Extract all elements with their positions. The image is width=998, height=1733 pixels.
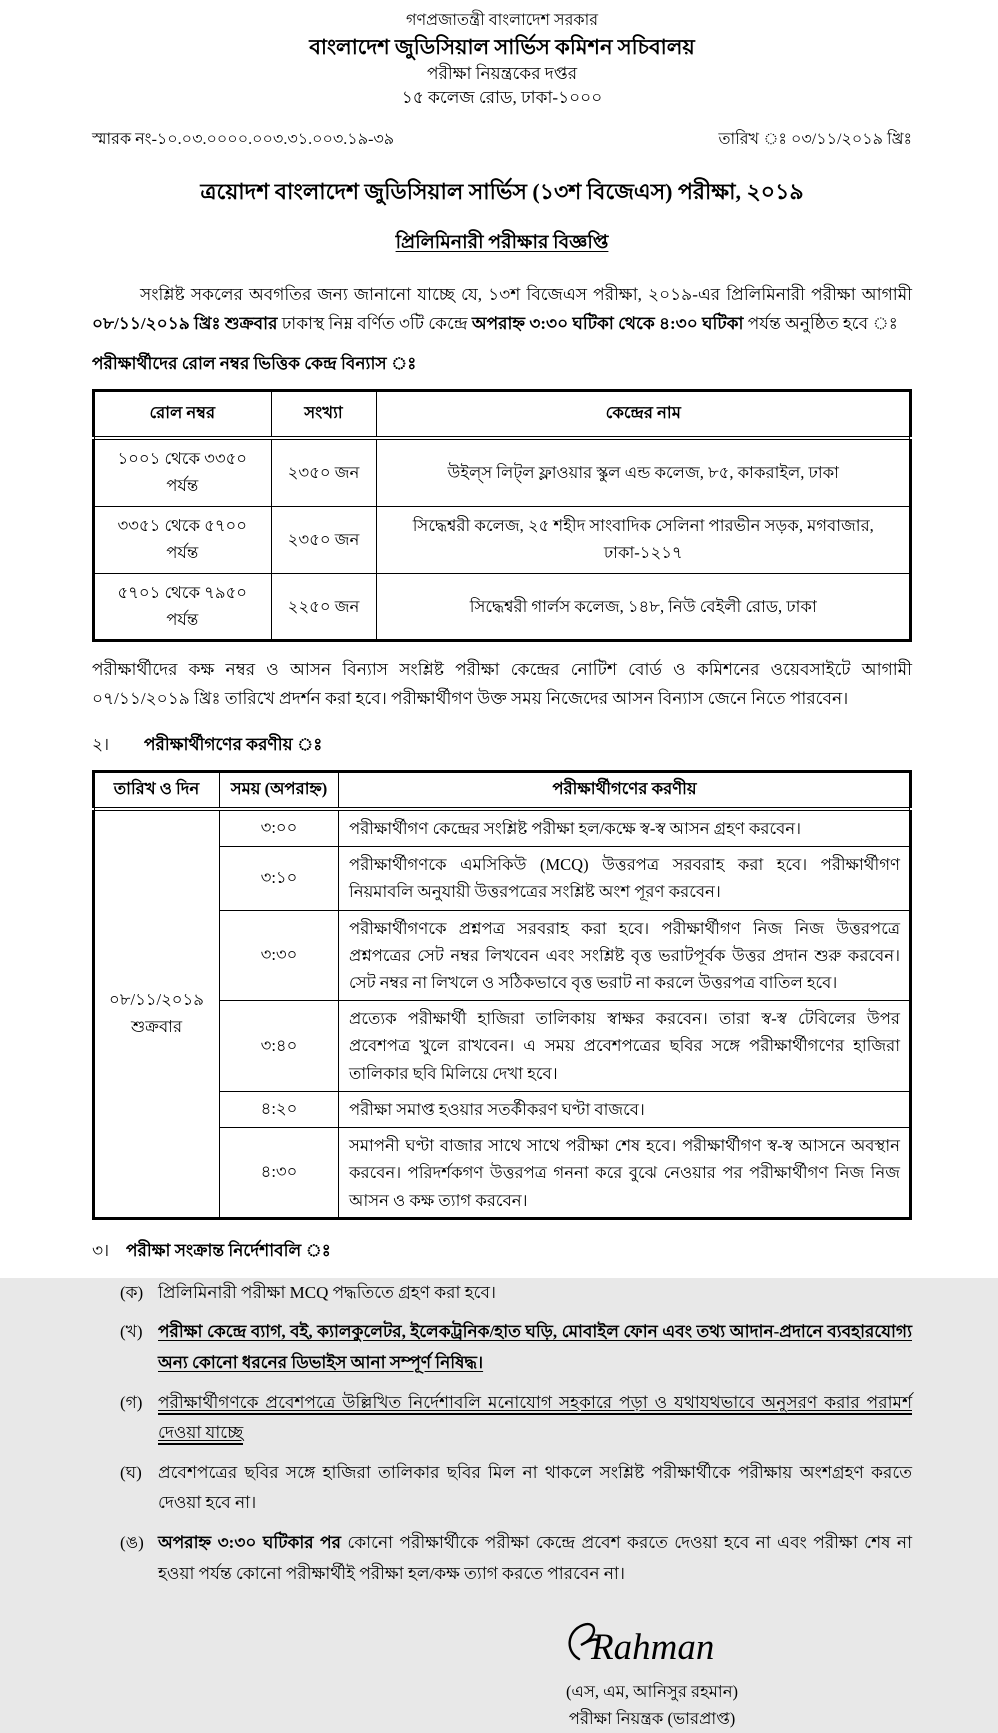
- table-row: [93, 507, 911, 574]
- svg-text:Rahman: Rahman: [591, 1627, 715, 1669]
- center-name: সিদ্ধেশ্বরী গার্লস কলেজ, ১৪৮, নিউ বেইলী রোড, ঢাকা: [376, 574, 911, 642]
- signatory-name: (এস, এম, আনিসুর রহমান): [565, 1682, 739, 1702]
- candidate-count: ২৩৫০ জন: [271, 507, 376, 574]
- schedule-time: ৩:৩০: [220, 910, 339, 1001]
- section3-label: পরীক্ষা সংক্রান্ত নির্দেশাবলি ঃ: [126, 1240, 331, 1260]
- item-marker: (খ): [120, 1322, 143, 1342]
- section2-label: পরীক্ষার্থীগণের করণীয় ঃ: [144, 734, 323, 754]
- col-header-date: তারিখ ও দিন: [93, 771, 220, 809]
- schedule-time: ৩:০০: [220, 809, 339, 847]
- schedule-time: ৪:৩০: [220, 1128, 339, 1219]
- section3-number: ৩।: [92, 1240, 110, 1260]
- schedule-action: পরীক্ষার্থীগণ কেন্দ্রের সংশ্লিষ্ট পরীক্ষা হল/কক্ষে স্ব-স্ব আসন গ্রহণ করবেন।: [339, 809, 912, 847]
- table-row: [93, 574, 911, 642]
- roll-center-section-label: পরীক্ষার্থীদের রোল নম্বর ভিত্তিক কেন্দ্র বিন্যাস ঃ: [92, 354, 417, 374]
- section2-number: ২।: [92, 734, 110, 754]
- department-name: পরীক্ষা নিয়ন্ত্রকের দপ্তর: [426, 64, 578, 84]
- memo-number: স্মারক নং-১০.০৩.০০০০.০০৩.৩১.০০৩.১৯-৩৯: [92, 130, 395, 148]
- item-marker: (ঘ): [120, 1462, 142, 1482]
- intro-paragraph: [92, 280, 912, 340]
- instruction-text: প্রবেশপত্রের ছবির সঙ্গে হাজিরা তালিকার ছবির মিল না থাকলে সংশ্লিষ্ট পরীক্ষার্থীকে পরীক্ষায় অংশগ্রহণ করতে দেওয়া হবে না।: [158, 1462, 912, 1513]
- letterhead: [92, 10, 912, 110]
- candidate-count: ২৩৫০ জন: [271, 438, 376, 507]
- signature-image: [502, 1615, 802, 1673]
- signature-block: [502, 1615, 802, 1733]
- instruction-text: পরীক্ষা কেন্দ্রে ব্যাগ, বই, ক্যালকুলেটর, ইলেকট্রনিক/হাত ঘড়ি, মোবাইল ফোন এবং তথ্য আদান-প্রদানে ব্যবহারযোগ্য অন্য কোনো ধরনের ডিভাইস আনা সম্পূর্ণ নিষিদ্ধ।: [158, 1322, 912, 1372]
- schedule-time: ৩:১০: [220, 847, 339, 910]
- col-header-center: কেন্দ্রের নাম: [376, 390, 911, 438]
- instruction-list: [92, 1278, 912, 1589]
- table-row: [93, 438, 911, 507]
- exam-date-cell: [93, 809, 220, 1219]
- list-item: [120, 1528, 912, 1589]
- intro-seg1: সংশ্লিষ্ট সকলের অবগতির জন্য জানানো যাচ্ছে যে, ১৩শ বিজেএস পরীক্ষা, ২০১৯-এর প্রিলিমিনারী পরীক্ষা আগামী: [140, 284, 912, 304]
- exam-date-line2: শুক্রবার: [130, 1017, 183, 1037]
- center-allocation-table: [92, 389, 912, 642]
- table-row: [93, 809, 911, 847]
- signatory-title: পরীক্ষা নিয়ন্ত্রক (ভারপ্রাপ্ত): [568, 1709, 736, 1729]
- item-marker: (ঙ): [120, 1532, 144, 1552]
- document-title: ত্রয়োদশ বাংলাদেশ জুডিসিয়াল সার্ভিস (১৩শ বিজেএস) পরীক্ষা, ২০১৯: [200, 178, 804, 204]
- instruction-text: পরীক্ষার্থীগণকে প্রবেশপত্রে উল্লিখিত নির্দেশাবলি মনোযোগ সহকারে পড়া ও যথাযথভাবে অনুসরণ করার পরামর্শ দেওয়া যাচ্ছে: [158, 1388, 912, 1449]
- roll-range: ৩৩৫১ থেকে ৫৭০০ পর্যন্ত: [93, 507, 271, 574]
- col-header-roll: রোল নম্বর: [93, 390, 271, 438]
- list-item: [120, 1388, 912, 1449]
- instruction-text: অপরাহ্ন ৩:৩০ ঘটিকার পর কোনো পরীক্ষার্থীকে পরীক্ষা কেন্দ্রে প্রবেশ করতে দেওয়া হবে না এবং পরীক্ষা শেষ না হওয়া পর্যন্ত কোনো পরীক্ষার্থীই পরীক্ষা হল/কক্ষ ত্যাগ করতে পারবেন না।: [158, 1532, 912, 1583]
- seat-layout-note: পরীক্ষার্থীদের কক্ষ নম্বর ও আসন বিন্যাস সংশ্লিষ্ট পরীক্ষা কেন্দ্রের নোটিশ বোর্ড ও কমিশনের ওয়েবসাইটে আগামী ০৭/১১/২০১৯ খ্রিঃ তারিখে প্রদর্শন করা হবে। পরীক্ষার্থীগণ উক্ত সময় নিজেদের আসন বিন্যাস জেনে নিতে পারবেন।: [92, 660, 912, 709]
- item-marker: (গ): [120, 1392, 143, 1412]
- schedule-action: সমাপনী ঘণ্টা বাজার সাথে সাথে পরীক্ষা শেষ হবে। পরীক্ষার্থীগণ স্ব-স্ব আসনে অবস্থান করবেন। পরিদর্শকগণ উত্তরপত্র গননা করে বুঝে নেওয়ার পর পরীক্ষার্থীগণ নিজ নিজ আসন ও কক্ষ ত্যাগ করবেন।: [339, 1128, 912, 1219]
- exam-date-line1: ০৮/১১/২০১৯: [109, 990, 204, 1010]
- schedule-action: পরীক্ষার্থীগণকে এমসিকিউ (MCQ) উত্তরপত্র সরবরাহ করা হবে। পরীক্ষার্থীগণ নিয়মাবলি অনুযায়ী উত্তরপত্রের সংশ্লিষ্ট অংশ পূরণ করবেন।: [339, 847, 912, 910]
- schedule-action: প্রত্যেক পরীক্ষার্থী হাজিরা তালিকায় স্বাক্ষর করবেন। তারা স্ব-স্ব টেবিলের উপর প্রবেশপত্র খুলে রাখবেন। এ সময় প্রবেশপত্রের ছবির সঙ্গে পরীক্ষার্থীগণের হাজিরা তালিকার ছবি মিলিয়ে দেখা হবে।: [339, 1001, 912, 1092]
- address-line: ১৫ কলেজ রোড, ঢাকা-১০০০: [401, 87, 603, 107]
- organization-name: বাংলাদেশ জুডিসিয়াল সার্ভিস কমিশন সচিবালয়: [309, 34, 695, 59]
- schedule-time: ৪:২০: [220, 1091, 339, 1127]
- table-header-row: [93, 771, 911, 809]
- table-header-row: [93, 390, 911, 438]
- center-name: সিদ্ধেশ্বরী কলেজ, ২৫ শহীদ সাংবাদিক সেলিনা পারভীন সড়ক, মগবাজার, ঢাকা-১২১৭: [376, 507, 911, 574]
- col-header-action: পরীক্ষার্থীগণের করণীয়: [339, 771, 912, 809]
- intro-seg3: ঢাকাস্থ নিম্ন বর্ণিত ৩টি কেন্দ্রে: [277, 314, 472, 334]
- candidate-count: ২২৫০ জন: [271, 574, 376, 642]
- intro-seg5: পর্যন্ত অনুষ্ঠিত হবে ঃ: [743, 314, 898, 334]
- schedule-action: পরীক্ষা সমাপ্ত হওয়ার সতর্কীকরণ ঘণ্টা বাজবে।: [339, 1091, 912, 1127]
- list-item: [120, 1278, 912, 1309]
- signature-autograph-icon: [557, 1615, 747, 1673]
- roll-range: ৫৭০১ থেকে ৭৯৫০ পর্যন্ত: [93, 574, 271, 642]
- instruction-text: প্রিলিমিনারী পরীক্ষা MCQ পদ্ধতিতে গ্রহণ করা হবে।: [158, 1282, 497, 1302]
- memo-row: [92, 126, 912, 153]
- schedule-time: ৩:৪০: [220, 1001, 339, 1092]
- col-header-count: সংখ্যা: [271, 390, 376, 438]
- center-name: উইল্‌স লিট্‌ল ফ্লাওয়ার স্কুল এন্ড কলেজ, ৮৫, কাকরাইল, ঢাকা: [376, 438, 911, 507]
- government-name: গণপ্রজাতন্ত্রী বাংলাদেশ সরকার: [405, 12, 599, 29]
- schedule-action: পরীক্ষার্থীগণকে প্রশ্নপত্র সরবরাহ করা হবে। পরীক্ষার্থীগণ নিজ নিজ উত্তরপত্রে প্রশ্নপত্রের সেট নম্বর লিখবেন এবং সংশ্লিষ্ট বৃত্ত ভরাটপূর্বক উত্তর প্রদান শুরু করবেন। সেট নম্বর না লিখলে ও সঠিকভাবে বৃত্ত ভরাট না করলে উত্তরপত্র বাতিল হবে।: [339, 910, 912, 1001]
- roll-range: ১০০১ থেকে ৩৩৫০ পর্যন্ত: [93, 438, 271, 507]
- section2-heading: [92, 732, 912, 760]
- document-subtitle: প্রিলিমিনারী পরীক্ষার বিজ্ঞপ্তি: [395, 231, 609, 253]
- exam-date-text: ০৮/১১/২০১৯ খ্রিঃ শুক্রবার: [92, 314, 278, 334]
- col-header-time: সময় (অপরাহ্ন): [220, 771, 339, 809]
- section3-heading: [92, 1238, 912, 1266]
- item-marker: (ক): [120, 1282, 144, 1302]
- issue-date: তারিখ ঃ ০৩/১১/২০১৯ খ্রিঃ: [718, 130, 912, 148]
- exam-time-text: অপরাহ্ন ৩:৩০ ঘটিকা থেকে ৪:৩০ ঘটিকা: [471, 314, 744, 334]
- list-item: [120, 1317, 912, 1378]
- schedule-table: [92, 770, 912, 1220]
- list-item: [120, 1458, 912, 1519]
